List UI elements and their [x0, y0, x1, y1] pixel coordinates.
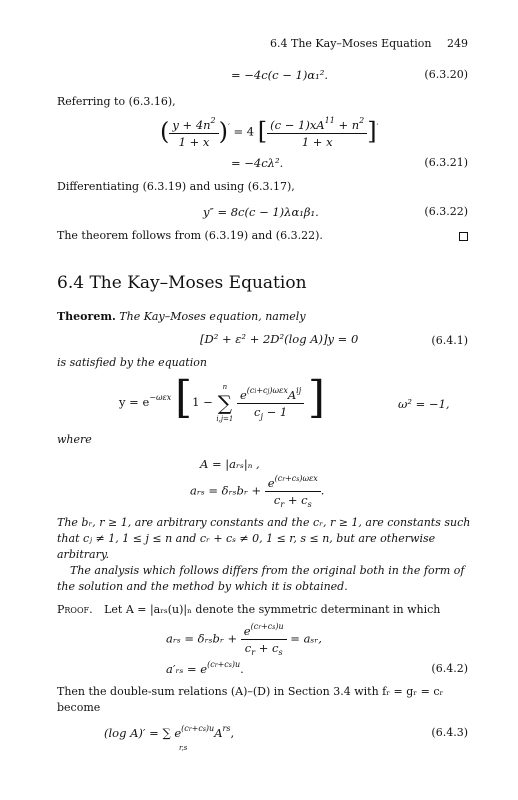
eq-number-6-4-1: (6.4.1)	[431, 334, 468, 347]
eq-number-6-4-3: (6.4.3)	[431, 726, 468, 739]
header-section: 6.4 The Kay–Moses Equation	[270, 37, 432, 50]
paragraph-then-line1: Then the double-sum relations (A)–(D) in Section 3.4 with fᵣ = gᵣ = cᵣ	[57, 685, 444, 698]
qed-square-icon	[459, 232, 468, 241]
theorem-text: The Kay–Moses equation, namely	[119, 310, 306, 323]
paragraph-referring: Referring to (6.3.16),	[57, 95, 176, 108]
theorem-label: Theorem.	[57, 310, 116, 323]
page-number: 249	[447, 37, 468, 50]
ars-lhs: aᵣₛ = δᵣₛbᵣ +	[190, 483, 262, 498]
equation-A-definition: A = |aᵣₛ|ₙ ,	[200, 457, 260, 471]
logA-lhs: (log A)′ = ∑ e	[104, 726, 182, 740]
paragraph-where: where	[57, 433, 92, 446]
equation-continuation: = −4c(c − 1)α₁².	[231, 68, 329, 82]
paragraph-theorem-follows: The theorem follows from (6.3.19) and (6.3.22).	[57, 229, 323, 242]
sum-index-rs: r,s	[179, 744, 188, 752]
eq-number-6-3-22: (6.3.22)	[424, 205, 468, 218]
eq-number-6-3-21: (6.3.21)	[424, 156, 468, 169]
eq-number-6-4-2: (6.4.2)	[431, 662, 468, 675]
equation-ars-u: aᵣₛ = δᵣₛbᵣ + $\frac{e^{(cr+cs)u}}{c_r + c_s}$ = aₛᵣ,	[166, 622, 322, 657]
equation-result-lambda: = −4cλ².	[231, 156, 284, 170]
paragraph-constants-line3: arbitrary.	[57, 548, 110, 561]
proof-statement	[57, 603, 440, 617]
paragraph-constants-line2: that cⱼ ≠ 1, 1 ≤ j ≤ n and cᵣ + cₛ ≠ 0, 1 ≤ r, s ≤ n, but are otherwise	[57, 532, 436, 545]
proof-text: Let A = |aᵣₛ(u)|ₙ denote the symmetric determinant in which	[104, 603, 441, 616]
theorem-statement	[57, 310, 306, 324]
eq-number-6-3-20: (6.3.20)	[424, 68, 468, 81]
ars-u-rhs: = aₛᵣ,	[290, 631, 322, 646]
equation-ars-definition: aᵣₛ = δᵣₛbᵣ + $\frac{e^{(cr+cs)\omega\varepsilon x}}{c_r + c_s}$ .	[190, 474, 325, 509]
running-header	[270, 37, 431, 51]
equation-y-double-prime: y″ = 8c(c − 1)λα₁β₁.	[203, 205, 319, 219]
proof-label: Proof.	[57, 603, 93, 616]
paragraph-analysis-line2: the solution and the method by which it is obtained.	[57, 580, 348, 593]
ars-u-lhs: aᵣₛ = δᵣₛbᵣ +	[166, 631, 238, 646]
equation-ars-prime: a′ᵣₛ = $e^{(cr+cs)u}$.	[166, 660, 244, 676]
ars-prime-lhs: a′ᵣₛ = e	[166, 662, 208, 676]
paragraph-differentiating: Differentiating (6.3.19) and using (6.3.17),	[57, 180, 295, 193]
paragraph-constants-line1: The bᵣ, r ≥ 1, are arbitrary constants and the cᵣ, r ≥ 1, are constants such	[57, 516, 471, 529]
paragraph-satisfied: is satisfied by the equation	[57, 356, 207, 369]
equation-derivative: ( $\frac{y + 4n^2}{1 + x}$ )′ = 4 [ $\frac{(c - 1)xA^{11} + n^2}{1 + x}$ ]′	[160, 116, 379, 149]
paragraph-then-line2: become	[57, 701, 101, 714]
paragraph-analysis-line1: The analysis which follows differs from the original both in the form of	[70, 564, 465, 577]
equation-kay-moses: [D² + ε² + 2D²(log A)]y = 0	[200, 332, 359, 346]
equation-omega: ω² = −1,	[398, 397, 450, 411]
section-title: 6.4 The Kay–Moses Equation	[57, 273, 307, 293]
equation-logA-derivative: (log A)′ = ∑ $e^{(cr+cs)u}A^{rs}$,	[104, 724, 235, 740]
equation-solution: $y = e^{-\omega\varepsilon x}$ [1 − n ∑ i,j=1 $\frac{e^{(ci+cj)\omega\varepsilon x}A^{ij}}{c_j - 1}$ ]	[119, 372, 326, 423]
